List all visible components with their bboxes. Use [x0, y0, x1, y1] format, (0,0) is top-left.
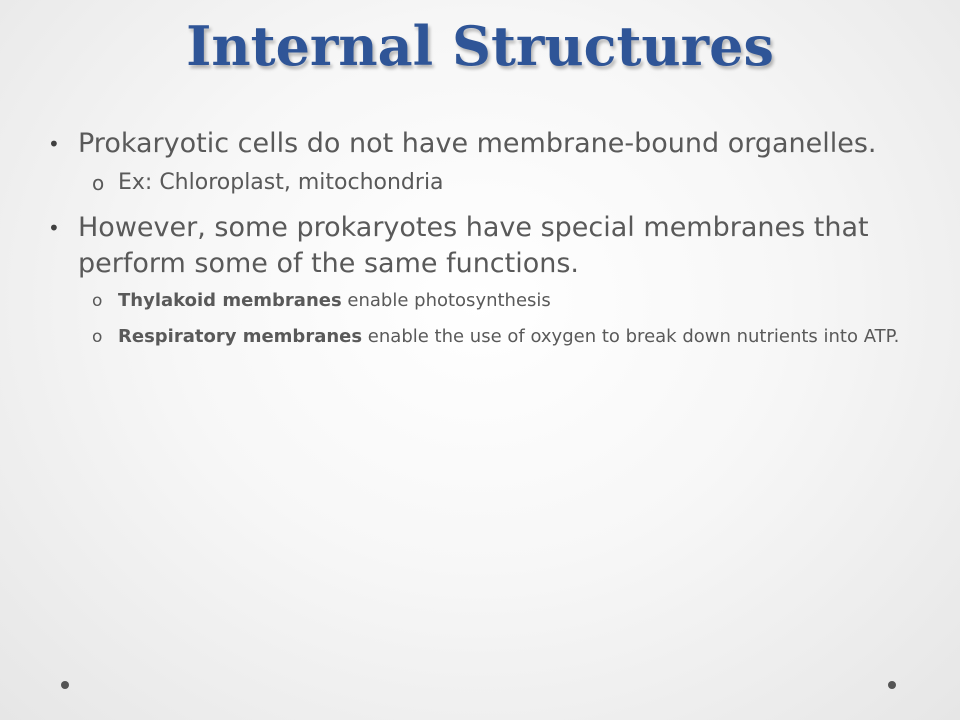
sub-bullet-icon: o [92, 327, 103, 347]
bullet-text: However, some prokaryotes have special membranes that perform some of the same functions. [78, 212, 869, 279]
slide-title: Internal Structures [186, 14, 774, 78]
sub-bullet-text: enable photosynthesis [341, 290, 551, 311]
bullet-icon: • [48, 216, 60, 240]
sub-bullet-icon: o [92, 291, 103, 311]
corner-dot-right [888, 681, 896, 689]
corner-dot-left [61, 681, 69, 689]
sub-bullet-point [48, 168, 908, 198]
term-respiratory: Respiratory membranes [118, 326, 363, 347]
slide-body [48, 126, 908, 360]
bullet-text: Prokaryotic cells do not have membrane-bound organelles. [78, 128, 877, 159]
bullet-point [48, 126, 908, 162]
bullet-point [48, 210, 908, 282]
sub-bullet-text: Ex: Chloroplast, mitochondria [118, 170, 444, 195]
sub-bullet-icon: o [92, 171, 105, 195]
bullet-icon: • [48, 132, 60, 156]
sub-bullet-text: enable the use of oxygen to break down nutrients into ATP. [362, 326, 900, 347]
sub-bullet-point [48, 288, 908, 314]
sub-bullet-point [48, 324, 908, 350]
term-thylakoid: Thylakoid membranes [118, 290, 342, 311]
